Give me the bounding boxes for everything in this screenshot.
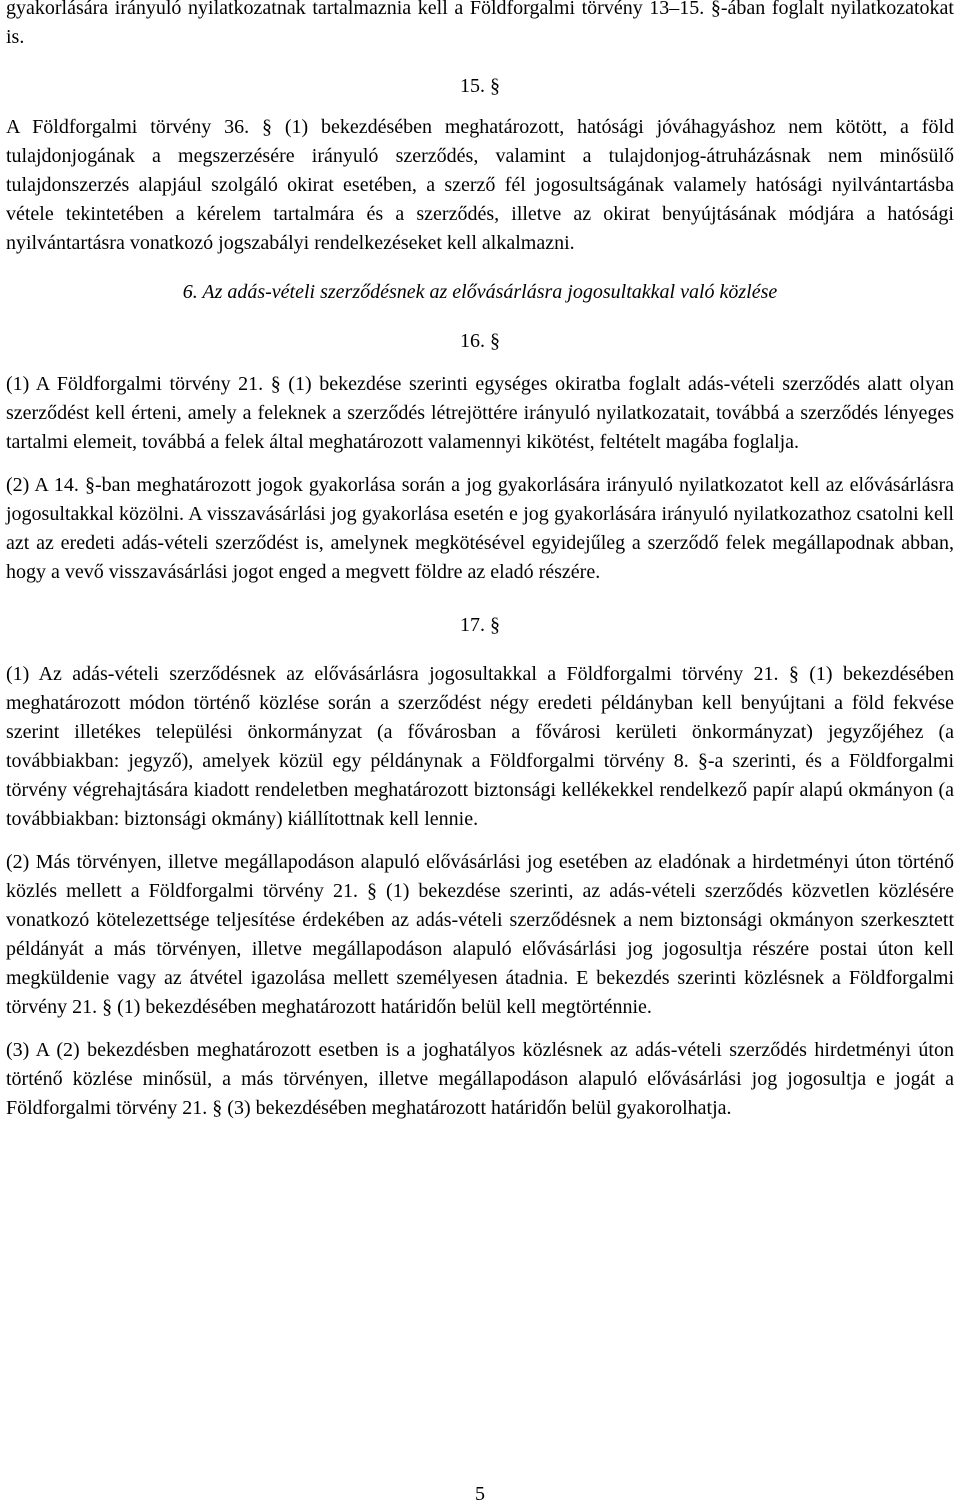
chapter-6-heading: 6. Az adás-vételi szerződésnek az elővásárlásra jogosultakkal való közlése: [182, 281, 778, 303]
paragraph-section-15: A Földforgalmi törvény 36. § (1) bekezdésében meghatározott, hatósági jóváhagyáshoz nem kötött, a föld tulajdonjogának a megszerzésére irányuló szerződés, valamint a tulajdonjog-átruházásnak nem minősülő tulajdonszerzés alapjául szolgáló okirat esetében, a szerző fél jogosultságának valamely hatósági nyilvántartásba vétele tekintetében a kérelem tartalmára és a szerződés, illetve az okirat benyújtásának módjára a hatósági nyilvántartásra vonatkozó jogszabályi rendelkezéseket kell alkalmazni.: [6, 116, 954, 254]
section-16-number: 16. §: [460, 330, 500, 352]
paragraph-17-1: (1) Az adás-vételi szerződésnek az elővásárlásra jogosultakkal a Földforgalmi törvény 21. § (1) bekezdésében meghatározott módon történő közlése során a szerződést négy eredeti példányban kell benyújtani a föld fekvése szerint illetékes települési önkormányzat (a fővárosban a fővárosi kerületi önkormányzat) jegyzőjéhez (a továbbiakban: jegyző), amelyek közül egy példánynak a Földforgalmi törvény 8. §-a szerinti, és a Földforgalmi törvény végrehajtására kiadott rendeletben meghatározott biztonsági kellékekkel rendelkező papír alapú okmányon (a továbbiakban: biztonsági okmány) kiállítottnak kell lennie.: [6, 663, 954, 830]
paragraph-16-2: (2) A 14. §-ban meghatározott jogok gyakorlása során a jog gyakorlására irányuló nyilatkozatot kell az elővásárlásra jogosultakkal közölni. A visszavásárlási jog gyakorlása esetén e jog gyakorlására irányuló nyilatkozathoz csatolni kell azt az eredeti adás-vételi szerződést is, amelynek megkötésével egyidejűleg a szerződő felek megállapodnak abban, hogy a vevő visszavásárlási jogot enged a megvett földre az eladó részére.: [6, 474, 954, 583]
section-17-number: 17. §: [460, 614, 500, 636]
paragraph-16-1: (1) A Földforgalmi törvény 21. § (1) bekezdése szerinti egységes okiratba foglalt adás-vételi szerződés alatt olyan szerződést kell érteni, amely a feleknek a szerződés létrejöttére irányuló nyilatkozatait, továbbá a szerződés lényeges tartalmi elemeit, továbbá a felek által meghatározott valamennyi kikötést, feltételt magába foglalja.: [6, 373, 954, 453]
paragraph-17-3: (3) A (2) bekezdésben meghatározott esetben is a joghatályos közlésnek az adás-vételi szerződés hirdetményi úton történő közlése minősül, a más törvényen, illetve megállapodáson alapuló elővásárlási jog jogosultja e jogát a Földforgalmi törvény 21. § (3) bekezdésében meghatározott határidőn belül gyakorolhatja.: [6, 1039, 954, 1119]
paragraph-17-2: (2) Más törvényen, illetve megállapodáson alapuló elővásárlási jog esetében az eladónak a hirdetményi úton történő közlés mellett a Földforgalmi törvény 21. § (1) bekezdése szerinti, az adás-vételi szerződés közvetlen közlésére vonatkozó kötelezettsége teljesítése érdekében az adás-vételi szerződésnek a nem biztonsági okmányon szerkesztett példányát a más törvényen, illetve megállapodáson alapuló elővásárlási jog jogosultja részére postai úton kell megküldenie vagy az átvétel igazolása mellett személyesen átadnia. E bekezdés szerinti közlésnek a Földforgalmi törvény 21. § (1) bekezdésében meghatározott határidőn belül kell megtörténnie.: [6, 851, 954, 1018]
page-number: 5: [475, 1483, 485, 1505]
section-15-number: 15. §: [460, 75, 500, 97]
document-page: [6, 0, 954, 1123]
paragraph-continuation: gyakorlására irányuló nyilatkozatnak tartalmaznia kell a Földforgalmi törvény 13–15. §-ában foglalt nyilatkozatokat is.: [6, 0, 954, 48]
